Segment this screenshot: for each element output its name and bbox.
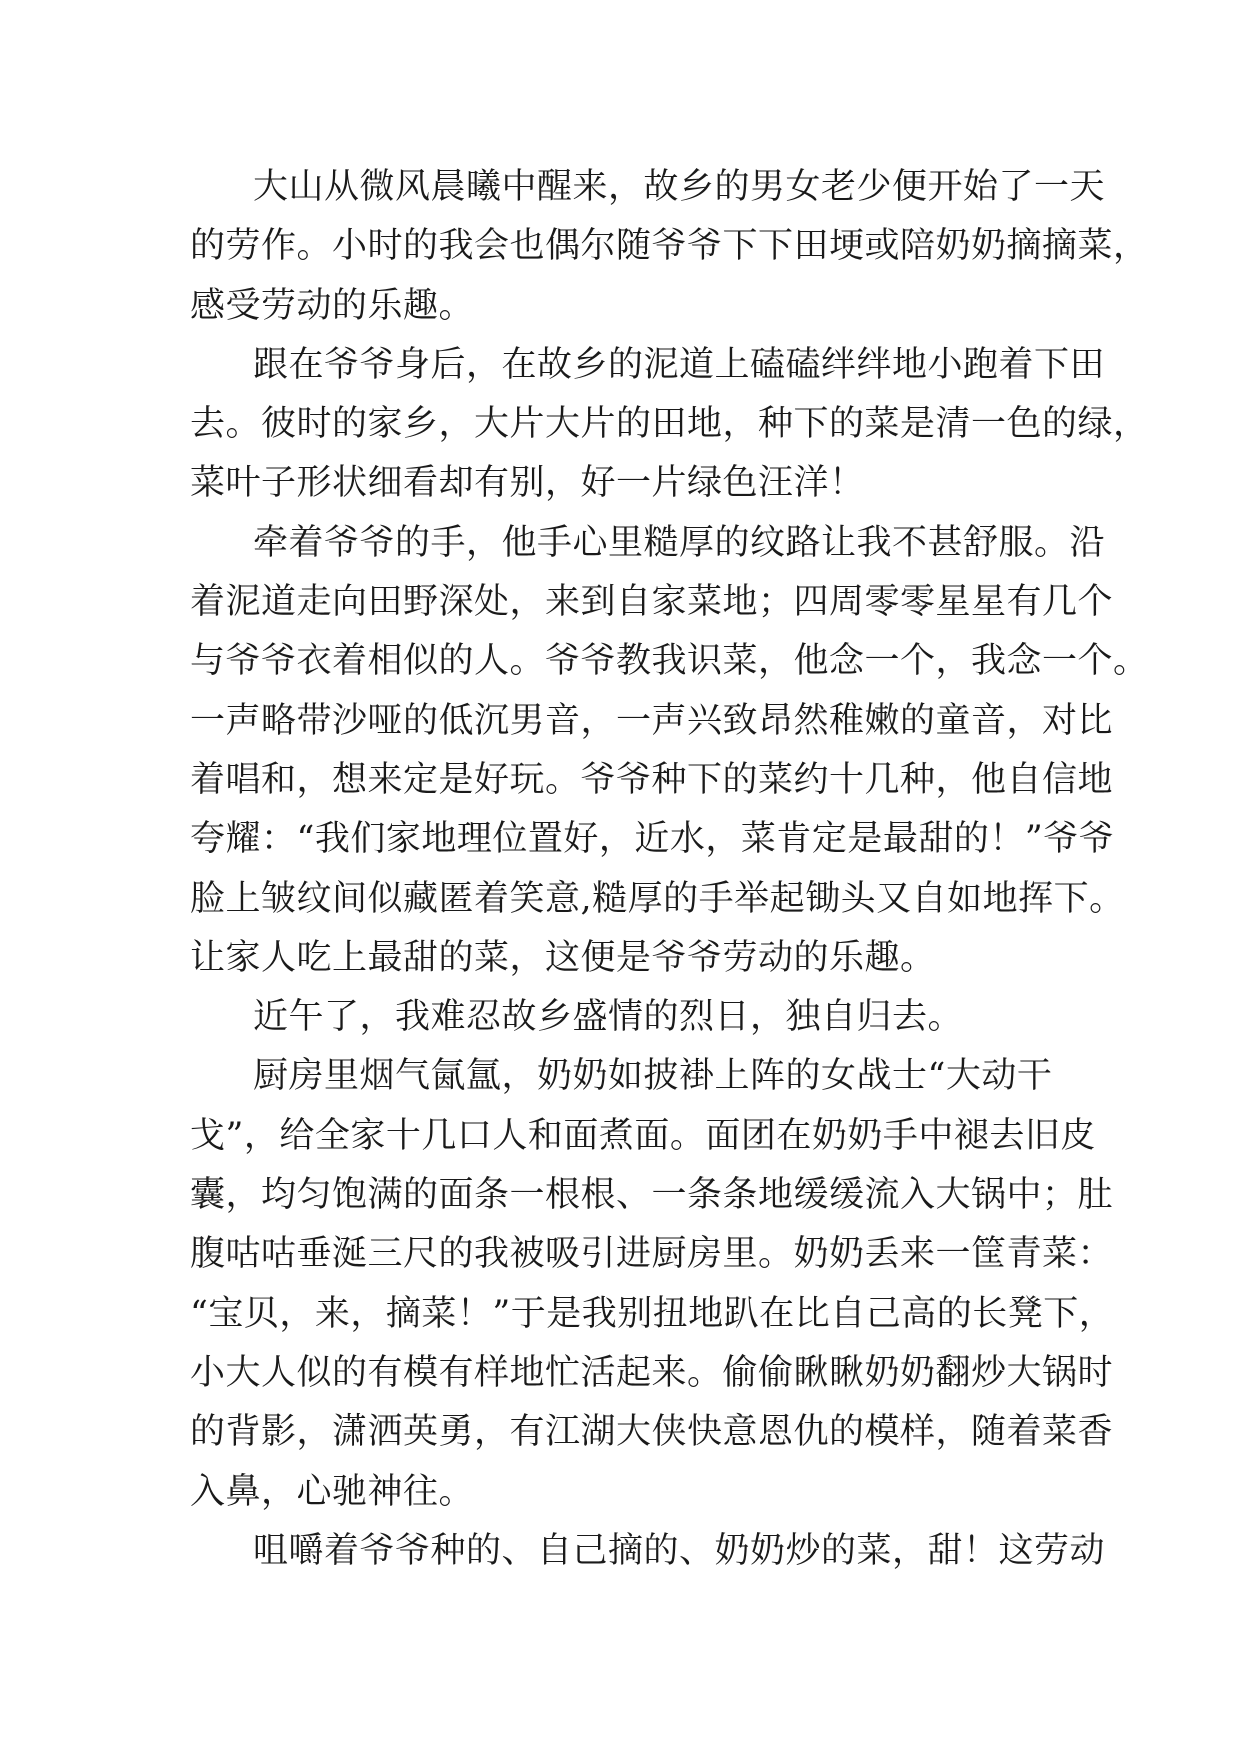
text-line: 着唱和，想来定是好玩。爷爷种下的菜约十几种，他自信地: [190, 759, 1114, 800]
text-line: 近午了，我难忍故乡盛情的烈日，独自归去。: [253, 997, 964, 1038]
text-line: 脸上皱纹间似藏匿着笑意,糙厚的手举起锄头又自如地挥下。: [190, 878, 1125, 919]
text-line: 戈”，给全家十几口人和面煮面。面团在奶奶手中褪去旧皮: [190, 1115, 1096, 1156]
text-line: 腹咕咕垂涎三尺的我被吸引进厨房里。奶奶丢来一筐青菜：: [190, 1234, 1114, 1275]
text-line: 夸耀：“我们家地理位置好，近水，菜肯定是最甜的！”爷爷: [190, 819, 1115, 860]
text-line: 着泥道走向田野深处，来到自家菜地；四周零零星星有几个: [190, 582, 1114, 623]
text-line: 咀嚼着爷爷种的、自己摘的、奶奶炒的菜，甜！这劳动: [253, 1530, 1106, 1571]
text-line: 让家人吃上最甜的菜，这便是爷爷劳动的乐趣。: [190, 937, 936, 978]
text-line: “宝贝，来，摘菜！”于是我别扭地趴在比自己高的长凳下，: [190, 1293, 1115, 1334]
text-line: 小大人似的有模有样地忙活起来。偷偷瞅瞅奶奶翻炒大锅时: [190, 1352, 1114, 1393]
text-line: 大山从微风晨曦中醒来，故乡的男女老少便开始了一天: [253, 167, 1106, 207]
text-line: 跟在爷爷身后，在故乡的泥道上磕磕绊绊地小跑着下田: [253, 344, 1106, 385]
text-line: 囊，均匀饱满的面条一根根、一条条地缓缓流入大锅中；肚: [190, 1175, 1114, 1216]
text-line: 的劳作。小时的我会也偶尔随爷爷下下田埂或陪奶奶摘摘菜，: [190, 226, 1149, 267]
text-line: 感受劳动的乐趣。: [190, 285, 475, 326]
text-line: 去。彼时的家乡，大片大片的田地，种下的菜是清一色的绿，: [190, 404, 1149, 445]
text-line: 的背影，潇洒英勇，有江湖大侠快意恩仇的模样，随着菜香: [190, 1412, 1114, 1453]
essay-body: [190, 158, 1149, 1581]
text-line: 与爷爷衣着相似的人。爷爷教我识菜，他念一个，我念一个。: [190, 641, 1149, 682]
text-line: 入鼻，心驰神往。: [190, 1471, 475, 1512]
text-line: 牵着爷爷的手，他手心里糙厚的纹路让我不甚舒服。沿: [253, 522, 1106, 563]
text-line: 一声略带沙哑的低沉男音，一声兴致昂然稚嫩的童音，对比: [190, 700, 1114, 741]
text-line: 厨房里烟气氤氲，奶奶如披褂上阵的女战士“大动干: [253, 1056, 1053, 1097]
text-line: 菜叶子形状细看却有别，好一片绿色汪洋！: [190, 463, 865, 504]
